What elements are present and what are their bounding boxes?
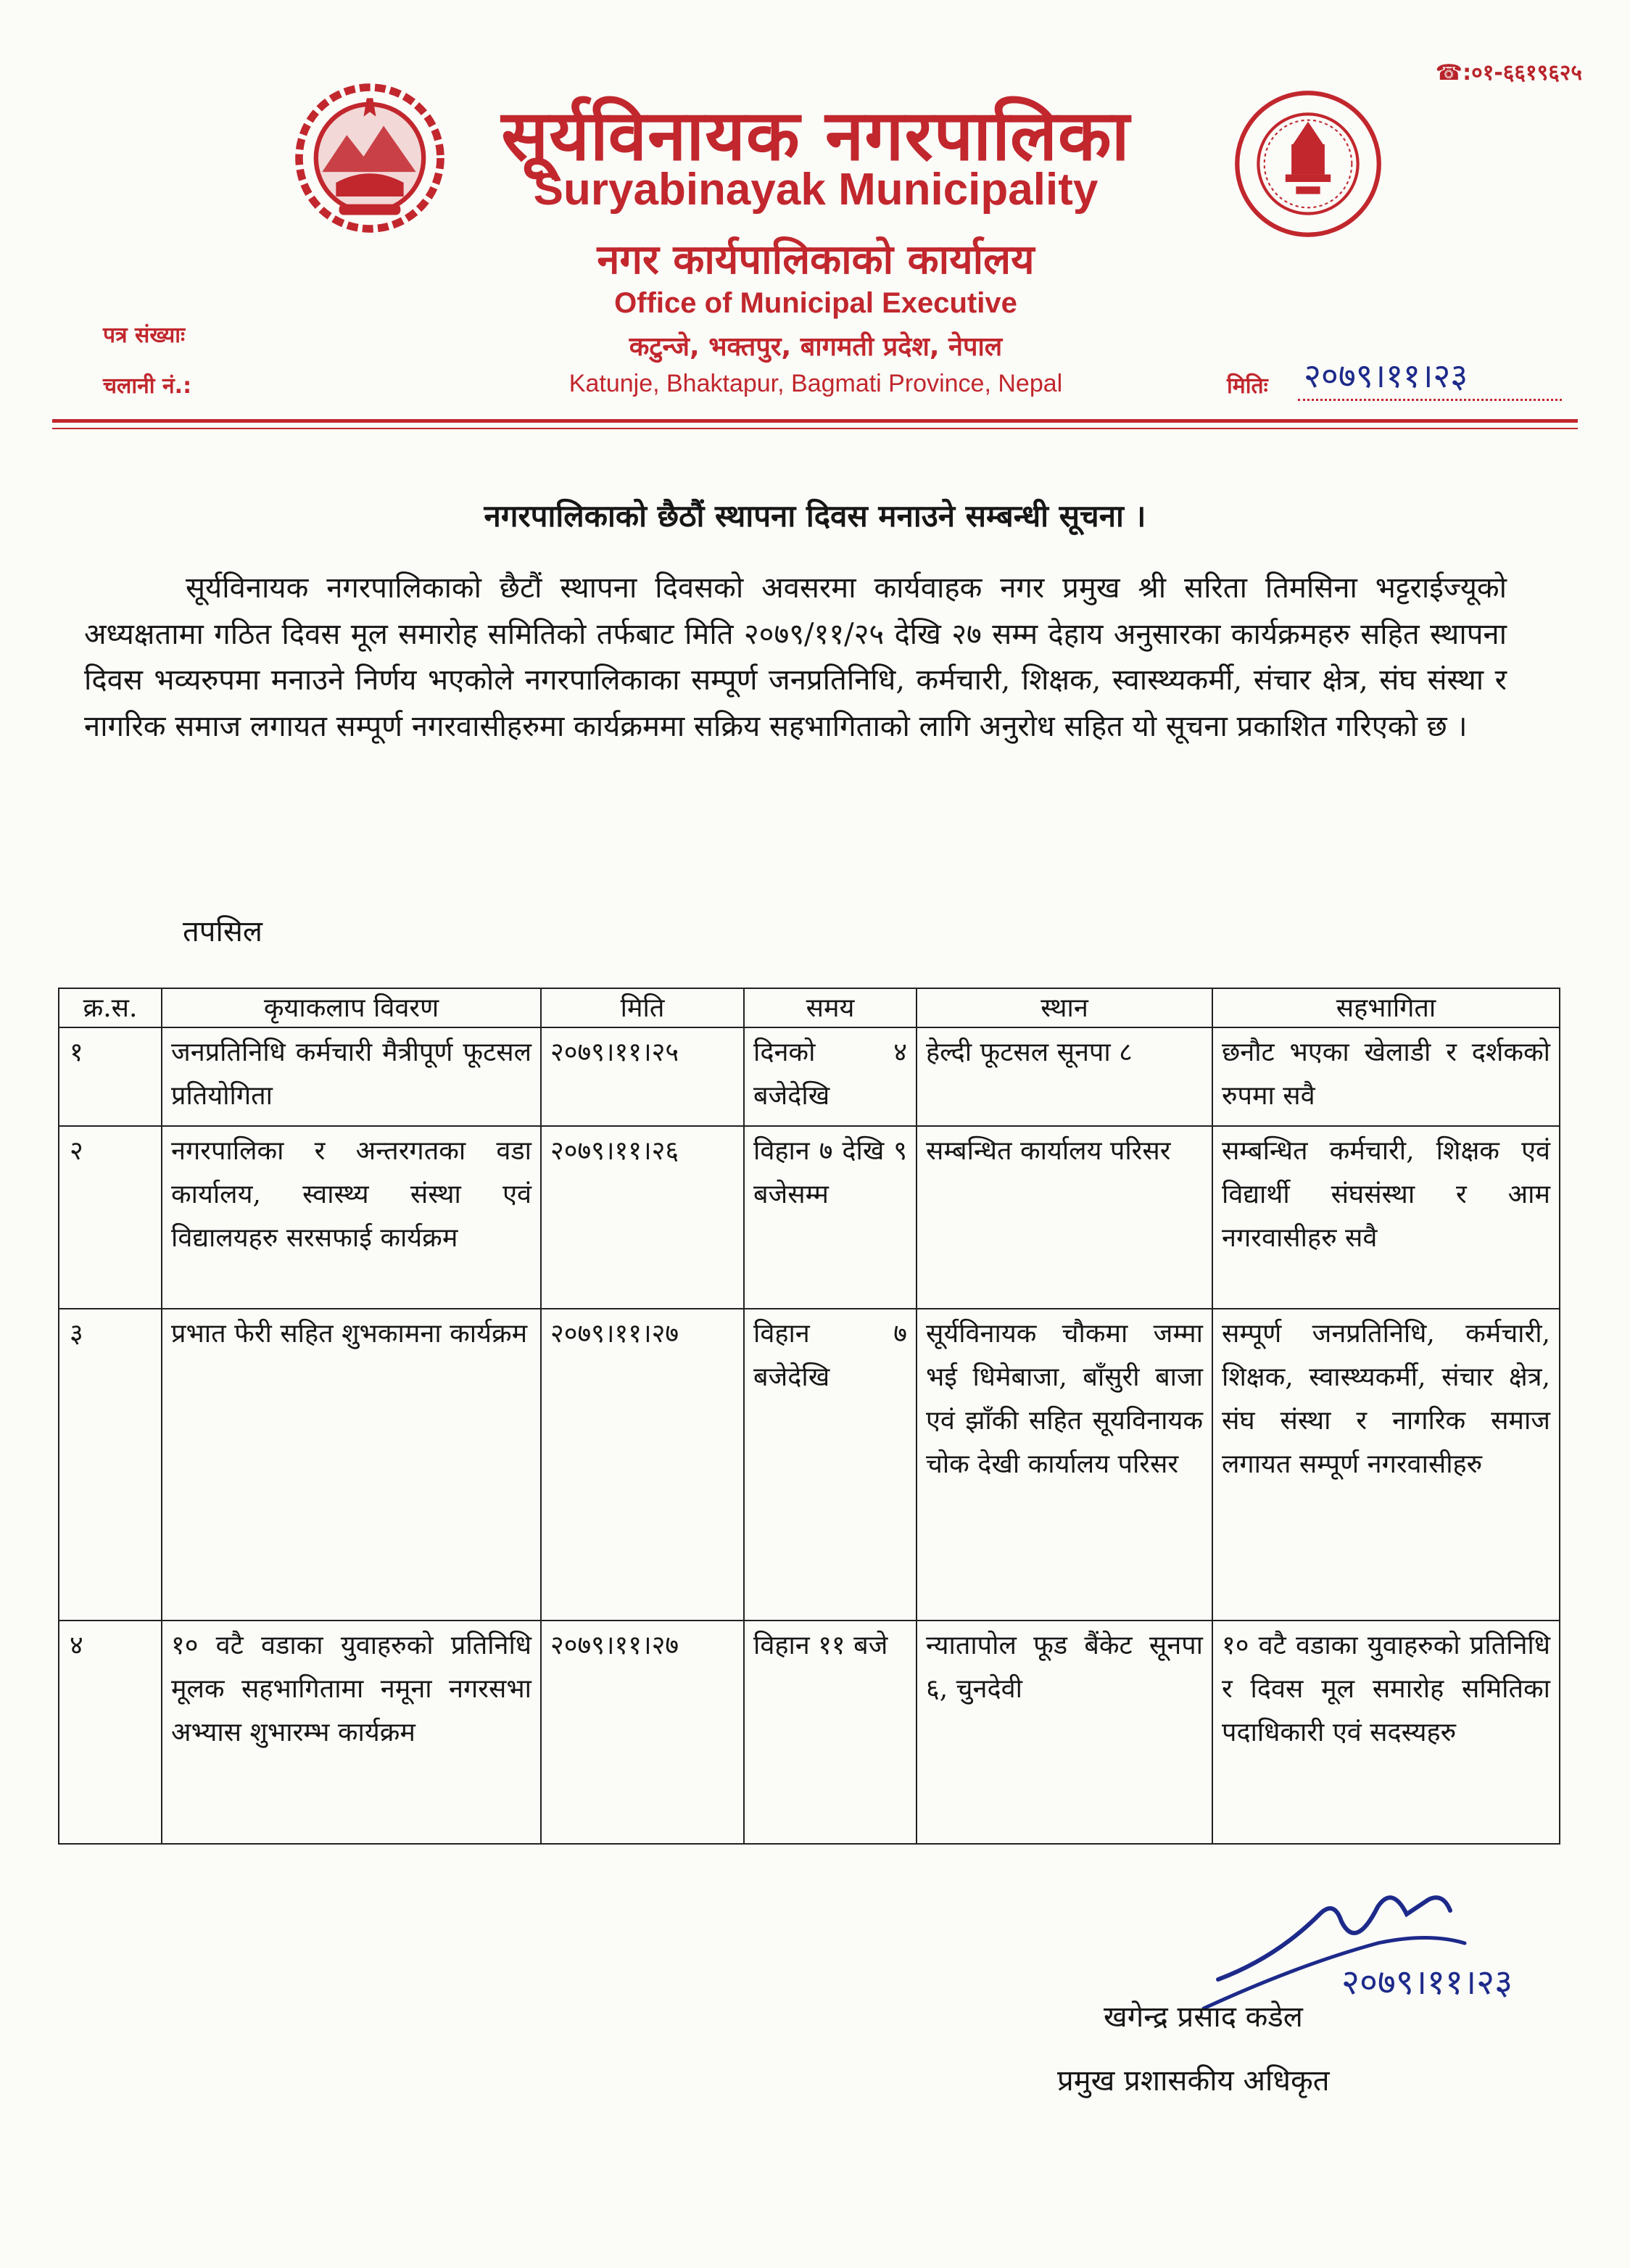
cell-time: विहान ११ बजे xyxy=(744,1621,917,1844)
cell-participation: छनौट भएका खेलाडी र दर्शकको रुपमा सवै xyxy=(1212,1027,1560,1126)
cell-time: विहान ७ देखि ९ बजेसम्म xyxy=(744,1126,917,1309)
municipality-name-np: सूर्यविनायक नगरपालिका xyxy=(501,95,1130,176)
cell-sn: २ xyxy=(59,1126,162,1309)
notice-subject: नगरपालिकाको छैठौं स्थापना दिवस मनाउने सम्बन्धी सूचना । xyxy=(484,498,1146,534)
cell-date: २०७९।११।२७ xyxy=(541,1621,744,1844)
cell-participation: सम्पूर्ण जनप्रतिनिधि, कर्मचारी, शिक्षक, स्वास्थ्यकर्मी, संचार क्षेत्र, संघ संस्था र नागरिक समाज लगायत सम्पूर्ण नगरवासीहरु xyxy=(1212,1309,1560,1621)
header-divider-thin xyxy=(52,428,1578,429)
cell-participation: १० वटै वडाका युवाहरुको प्रतिनिधि र दिवस मूल समारोह समितिका पदाधिकारी एवं सदस्यहरु xyxy=(1212,1621,1560,1844)
signer-name: खगेन्द्र प्रसाद कडेल xyxy=(1104,2000,1303,2034)
table-row xyxy=(59,1309,1560,1621)
cell-activity: नगरपालिका र अन्तरगतका वडा कार्यालय, स्वास्थ्य संस्था एवं विद्यालयहरु सरसफाई कार्यक्रम xyxy=(162,1126,541,1309)
table-header-row xyxy=(59,988,1560,1027)
header-time: समय xyxy=(744,988,917,1027)
cell-date: २०७९।११।२७ xyxy=(541,1309,744,1621)
date-label: मितिः xyxy=(1227,373,1268,399)
cell-activity: जनप्रतिनिधि कर्मचारी मैत्रीपूर्ण फूटसल प्रतियोगिता xyxy=(162,1027,541,1126)
cell-date: २०७९।११।२६ xyxy=(541,1126,744,1309)
header-participation: सहभागिता xyxy=(1212,988,1560,1027)
cell-activity: १० वटै वडाका युवाहरुको प्रतिनिधि मूलक सहभागितामा नमूना नगरसभा अभ्यास शुभारम्भ कार्यक्रम xyxy=(162,1621,541,1844)
cell-time: दिनको ४ बजेदेखि xyxy=(744,1027,917,1126)
signature-date: २०७९।११।२३ xyxy=(1341,1962,1513,2003)
signature-icon xyxy=(1189,1871,1537,2016)
cell-venue: सम्बन्धित कार्यालय परिसर xyxy=(917,1126,1212,1309)
notice-body: सूर्यविनायक नगरपालिकाको छैटौं स्थापना दिवसको अवसरमा कार्यवाहक नगर प्रमुख श्री सरिता तिमसिना भट्टराईज्यूको अध्यक्षतामा गठित दिवस मूल समारोह समितिको तर्फबाट मिति २०७९/११/२५ देखि २७ सम्म देहाय अनुसारका कार्यक्रमहरु सहित स्थापना दिवस भव्यरुपमा मनाउने निर्णय भएकोले नगरपालिकाका सम्पूर्ण जनप्रतिनिधि, कर्मचारी, शिक्षक, स्वास्थ्यकर्मी, संचार क्षेत्र, संघ संस्था र नागरिक समाज लगायत सम्पूर्ण नगरवासीहरुमा कार्यक्रममा सक्रिय सहभागिताको लागि अनुरोध सहित यो सूचना प्रकाशित गरिएको छ । xyxy=(84,571,1507,743)
address-en: Katunje, Bhaktapur, Bagmati Province, Nepal xyxy=(568,370,1063,397)
phone-number: ☎:०१-६६१९६२५ xyxy=(1435,60,1582,86)
cell-sn: ४ xyxy=(59,1621,162,1844)
cell-sn: १ xyxy=(59,1027,162,1126)
schedule-label: तपसिल xyxy=(183,915,263,948)
header-activity: कृयाकलाप विवरण xyxy=(162,988,541,1027)
reference-number-label: पत्र संख्याः xyxy=(103,323,186,348)
office-name-en: Office of Municipal Executive xyxy=(614,287,1017,319)
date-value: २०७९।११।२३ xyxy=(1298,352,1562,401)
cell-time: विहान ७ बजेदेखि xyxy=(744,1309,917,1621)
municipality-seal-icon xyxy=(1233,88,1383,239)
office-name-np: नगर कार्यपालिकाको कार्यालय xyxy=(597,236,1035,284)
table-row xyxy=(59,1027,1560,1126)
cell-venue: न्यातापोल फूड बैंकेट सूनपा ६, चुनदेवी xyxy=(917,1621,1212,1844)
header-divider xyxy=(52,419,1578,423)
dispatch-number-label: चलानी नं.: xyxy=(103,373,192,399)
signer-title: प्रमुख प्रशासकीय अधिकृत xyxy=(1057,2064,1330,2098)
header-venue: स्थान xyxy=(917,988,1212,1027)
table-row xyxy=(59,1126,1560,1309)
cell-sn: ३ xyxy=(59,1309,162,1621)
cell-participation: सम्बन्धित कर्मचारी, शिक्षक एवं विद्यार्थी संघसंस्था र आम नगरवासीहरु सवै xyxy=(1212,1126,1560,1309)
header-sn: क्र.स. xyxy=(59,988,162,1027)
cell-venue: हेल्दी फूटसल सूनपा ८ xyxy=(917,1027,1212,1126)
schedule-table xyxy=(58,988,1560,1845)
header-date: मिति xyxy=(541,988,744,1027)
cell-date: २०७९।११।२५ xyxy=(541,1027,744,1126)
table-row xyxy=(59,1621,1560,1844)
address-np: कटुन्जे, भक्तपुर, बागमती प्रदेश, नेपाल xyxy=(629,332,1003,362)
municipality-name-en: Suryabinayak Municipality xyxy=(533,165,1099,215)
cell-venue: सूर्यविनायक चौकमा जम्मा भई धिमेबाजा, बाँसुरी बाजा एवं झाँकी सहित सूयविनायक चोक देखी कार्यालय परिसर xyxy=(917,1309,1212,1621)
cell-activity: प्रभात फेरी सहित शुभकामना कार्यक्रम xyxy=(162,1309,541,1621)
